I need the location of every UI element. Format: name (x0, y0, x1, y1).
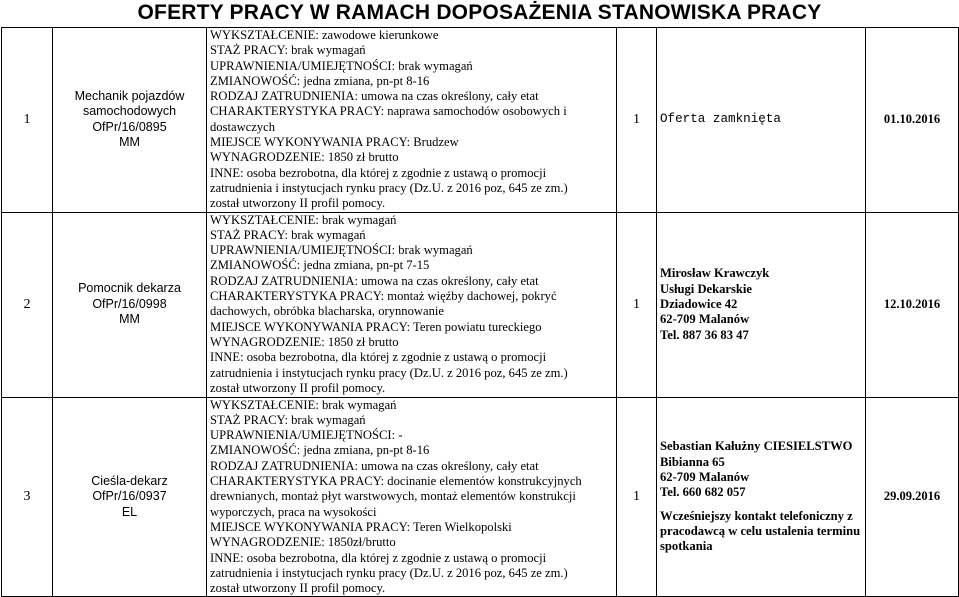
contact-line: Tel. 887 36 83 47 (660, 327, 749, 342)
offer-requirements (207, 212, 617, 397)
offer-quantity: 1 (617, 212, 657, 397)
offer-requirements (207, 397, 617, 597)
contact-line: Wcześniejszy kontakt telefoniczny z (660, 508, 853, 523)
offer-quantity: 1 (617, 28, 657, 213)
offer-contact (657, 212, 866, 397)
page-title: OFERTY PRACY W RAMACH DOPOSAŻENIA STANOWISKA PRACY (137, 1, 822, 24)
contact-line: Sebastian Kałużny CIESIELSTWO (660, 439, 853, 454)
requirement-line: drewnianych, montaż płyt warstwowych, montaż elementów konstrukcji (210, 489, 576, 504)
contact-line: Dziadowice 42 (660, 296, 738, 311)
requirement-line: MIEJSCE WYKONYWANIA PRACY: Brudzew (210, 135, 459, 150)
requirement-line: UPRAWNIENIA/UMIEJĘTNOŚCI: brak wymagań (210, 243, 473, 258)
contact-line: 62-709 Malanów (660, 312, 750, 327)
offer-requirements (207, 28, 617, 213)
requirement-line: RODZAJ ZATRUDNIENIA: umowa na czas określony, cały etat (210, 89, 539, 104)
requirement-line: został utworzony II profil pomocy. (210, 380, 386, 395)
offer-date: 01.10.2016 (866, 28, 959, 213)
table-row (2, 28, 959, 213)
requirement-line: STAŻ PRACY: brak wymagań (210, 227, 366, 242)
position-line: Mechanik pojazdów (74, 88, 185, 103)
offer-number: 3 (2, 397, 53, 597)
requirement-line: ZMIANOWOŚĆ: jedna zmiana, pn-pt 8-16 (210, 443, 430, 458)
requirement-line: MIEJSCE WYKONYWANIA PRACY: Teren powiatu tureckiego (210, 319, 542, 334)
requirement-line: UPRAWNIENIA/UMIEJĘTNOŚCI: brak wymagań (210, 58, 473, 73)
position-line: OfPr/16/0998 (92, 296, 167, 311)
requirement-line: został utworzony II profil pomocy. (210, 581, 386, 596)
requirement-line: ZMIANOWOŚĆ: jedna zmiana, pn-pt 8-16 (210, 73, 430, 88)
requirement-line: WYKSZTAŁCENIE: zawodowe kierunkowe (210, 28, 439, 42)
requirement-line: STAŻ PRACY: brak wymagań (210, 412, 366, 427)
requirement-line: MIEJSCE WYKONYWANIA PRACY: Teren Wielkopolski (210, 519, 512, 534)
requirement-line: CHARAKTERYSTYKA PRACY: naprawa samochodów osobowych i (210, 104, 567, 119)
requirement-line: dostawczych (210, 119, 276, 134)
contact-line: pracodawcą w celu ustalenia terminu (660, 523, 861, 538)
offer-date: 12.10.2016 (866, 212, 959, 397)
requirement-line: WYKSZTAŁCENIE: brak wymagań (210, 397, 397, 412)
requirement-line: RODZAJ ZATRUDNIENIA: umowa na czas określony, cały etat (210, 273, 539, 288)
offer-position (53, 28, 207, 213)
requirement-line: INNE: osoba bezrobotna, dla której z zgodnie z ustawą o promocji (210, 550, 547, 565)
position-line: MM (119, 312, 140, 327)
position-line: MM (119, 135, 140, 150)
position-line: Pomocnik dekarza (78, 281, 181, 296)
requirement-line: zatrudnienia i instytucjach rynku pracy (Dz.U. z 2016 poz, 645 ze zm.) (210, 365, 568, 380)
offer-number: 1 (2, 28, 53, 213)
requirement-line: WYNAGRODZENIE: 1850zł/brutto (210, 535, 396, 550)
position-line: OfPr/16/0895 (92, 119, 167, 134)
job-offers-table (1, 27, 959, 597)
requirement-line: UPRAWNIENIA/UMIEJĘTNOŚCI: - (210, 428, 403, 443)
position-line: EL (121, 504, 138, 519)
contact-line: Usługi Dekarskie (660, 281, 753, 296)
table-row (2, 212, 959, 397)
offer-quantity: 1 (617, 397, 657, 597)
offer-position (53, 212, 207, 397)
requirement-line: zatrudnienia i instytucjach rynku pracy (Dz.U. z 2016 poz, 645 ze zm.) (210, 565, 568, 580)
contact-line: Mirosław Krawczyk (660, 266, 770, 281)
table-row (2, 397, 959, 597)
requirement-line: INNE: osoba bezrobotna, dla której z zgodnie z ustawą o promocji (210, 165, 547, 180)
offer-number: 2 (2, 212, 53, 397)
contact-line: 62-709 Malanów (660, 470, 750, 485)
requirement-line: wyporczych, praca na wysokości (210, 504, 377, 519)
offer-contact (657, 397, 866, 597)
contact-line: Oferta zamknięta (660, 112, 781, 127)
requirement-line: zatrudnienia i instytucjach rynku pracy (Dz.U. z 2016 poz, 645 ze zm.) (210, 180, 568, 195)
offer-contact (657, 28, 866, 213)
position-line: Cieśla-dekarz (91, 473, 168, 488)
contact-line: Tel. 660 682 057 (660, 485, 746, 500)
requirement-line: INNE: osoba bezrobotna, dla której z zgodnie z ustawą o promocji (210, 350, 547, 365)
requirement-line: RODZAJ ZATRUDNIENIA: umowa na czas określony, cały etat (210, 458, 539, 473)
requirement-line: dachowych, obróbka blacharska, orynnowanie (210, 304, 444, 319)
requirement-line: CHARAKTERYSTYKA PRACY: montaż więźby dachowej, pokryć (210, 289, 557, 304)
contact-line: Bibianna 65 (660, 454, 725, 469)
requirement-line: ZMIANOWOŚĆ: jedna zmiana, pn-pt 7-15 (210, 258, 430, 273)
offer-date: 29.09.2016 (866, 397, 959, 597)
requirement-line: został utworzony II profil pomocy. (210, 196, 386, 211)
position-line: samochodowych (82, 104, 177, 119)
requirement-line: CHARAKTERYSTYKA PRACY: docinanie elementów konstrukcyjnych (210, 474, 582, 489)
offer-position (53, 397, 207, 597)
position-line: OfPr/16/0937 (92, 489, 167, 504)
requirement-line: STAŻ PRACY: brak wymagań (210, 43, 366, 58)
requirement-line: WYKSZTAŁCENIE: brak wymagań (210, 212, 397, 227)
requirement-line: WYNAGRODZENIE: 1850 zł brutto (210, 334, 399, 349)
contact-line: spotkania (660, 539, 713, 554)
contact-spacer (660, 501, 865, 509)
requirement-line: WYNAGRODZENIE: 1850 zł brutto (210, 150, 399, 165)
